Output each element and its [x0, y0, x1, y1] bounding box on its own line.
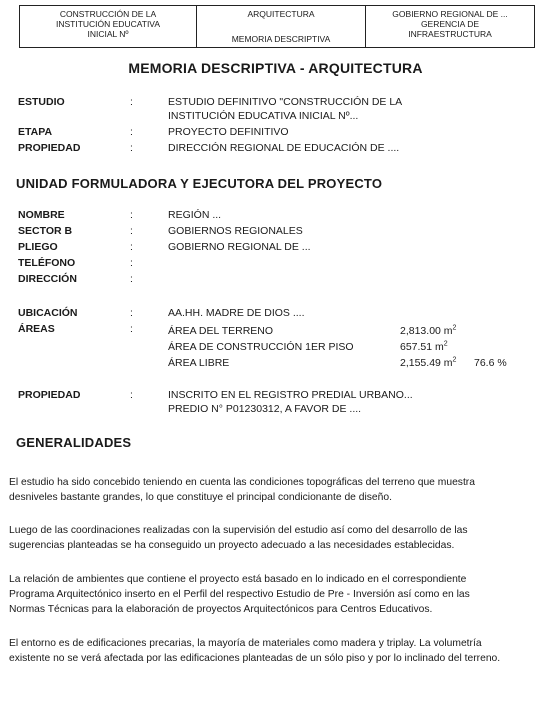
field-separator: : — [130, 307, 133, 319]
field-separator: : — [130, 241, 133, 253]
header-project-line: CONSTRUCCIÓN DE LA — [59, 9, 157, 19]
header-entity-line: GOBIERNO REGIONAL DE ... — [392, 9, 508, 19]
field-value: GOBIERNOS REGIONALES — [168, 225, 303, 237]
area-value-number: 657.51 m — [400, 341, 444, 353]
field-label: ÁREAS — [18, 323, 55, 335]
paragraph-line: Programa Arquitectónico inserto en el Perfil del respectivo Estudio de Pre - Inversión así como en las — [9, 589, 470, 600]
field-label: PROPIEDAD — [18, 389, 81, 401]
field-label: ESTUDIO — [18, 96, 65, 108]
field-label: UBICACIÓN — [18, 307, 78, 319]
field-value — [168, 95, 528, 123]
field-label: NOMBRE — [18, 209, 65, 221]
header-discipline: ARQUITECTURA — [247, 9, 315, 19]
field-value: AA.HH. MADRE DE DIOS .... — [168, 307, 305, 319]
field-value: DIRECCIÓN REGIONAL DE EDUCACIÓN DE .... — [168, 142, 400, 154]
paragraph — [9, 523, 531, 553]
field-label: PROPIEDAD — [18, 142, 81, 154]
area-value — [400, 324, 456, 338]
paragraph-line: sugerencias planteadas se ha conseguido un proyecto adecuado a las necesidades establecidas. — [9, 540, 455, 551]
header-project-line: INICIAL Nº — [87, 29, 129, 39]
section-title-unidad: UNIDAD FORMULADORA Y EJECUTORA DEL PROYECTO — [16, 176, 383, 191]
paragraph-line: existente no se verá afectada por las edificaciones planteadas de un sólo piso y por lo inclinado del terreno. — [9, 653, 501, 664]
paragraph — [9, 572, 531, 617]
area-value-number: 2,155.49 m — [400, 357, 453, 369]
area-name: ÁREA DEL TERRENO — [168, 325, 274, 337]
document-header — [19, 5, 535, 48]
field-separator: : — [130, 323, 133, 335]
field-label: TELÉFONO — [18, 257, 76, 269]
area-unit-exponent: 2 — [452, 356, 457, 364]
area-value — [400, 340, 448, 354]
paragraph-line: desniveles bastante grandes, lo que constituye el principal condicionante de diseño. — [9, 492, 392, 503]
field-value-line: INSTITUCIÓN EDUCATIVA INICIAL Nº... — [168, 110, 359, 122]
field-separator: : — [130, 257, 133, 269]
header-project-cell — [20, 6, 196, 47]
field-value: PROYECTO DEFINITIVO — [168, 126, 289, 138]
paragraph — [9, 636, 531, 666]
area-value-number: 2,813.00 m — [400, 325, 453, 337]
field-separator: : — [130, 209, 133, 221]
header-entity-cell — [365, 6, 534, 47]
header-document-cell — [196, 6, 365, 47]
paragraph-line: Normas Técnicas para la elaboración de proyectos Arquitectónicos para Centros Educativos. — [9, 604, 433, 615]
page-title: MEMORIA DESCRIPTIVA - ARQUITECTURA — [128, 60, 423, 76]
field-label: SECTOR B — [18, 225, 73, 237]
area-unit-exponent: 2 — [452, 324, 457, 332]
header-doc-type: MEMORIA DESCRIPTIVA — [231, 34, 331, 44]
header-entity-line: INFRAESTRUCTURA — [408, 29, 492, 39]
field-separator: : — [130, 225, 133, 237]
field-value-line: INSCRITO EN EL REGISTRO PREDIAL URBANO... — [168, 389, 413, 401]
header-entity-line: GERENCIA DE — [420, 19, 480, 29]
paragraph — [9, 475, 531, 505]
field-separator: : — [130, 389, 133, 401]
field-label: DIRECCIÓN — [18, 273, 77, 285]
field-separator: : — [130, 142, 133, 154]
area-name: ÁREA DE CONSTRUCCIÓN 1ER PISO — [168, 341, 354, 353]
field-value-line: ESTUDIO DEFINITIVO "CONSTRUCCIÓN DE LA — [168, 96, 403, 108]
field-value — [168, 388, 528, 416]
area-value — [400, 356, 456, 370]
field-value-line: PREDIO N° P01230312, A FAVOR DE .... — [168, 403, 362, 415]
area-name: ÁREA LIBRE — [168, 357, 230, 369]
header-project-line: INSTITUCIÓN EDUCATIVA — [55, 19, 161, 29]
field-value: GOBIERNO REGIONAL DE ... — [168, 241, 311, 253]
field-separator: : — [130, 126, 133, 138]
section-title-generalidades: GENERALIDADES — [16, 435, 132, 450]
field-value: REGIÓN ... — [168, 209, 222, 221]
paragraph-line: Luego de las coordinaciones realizadas con la supervisión del estudio así como del desarrollo de las — [9, 525, 468, 536]
field-separator: : — [130, 273, 133, 285]
field-label: PLIEGO — [18, 241, 58, 253]
area-unit-exponent: 2 — [443, 340, 448, 348]
paragraph-line: El estudio ha sido concebido teniendo en cuenta las condiciones topográficas del terreno que muestra — [9, 477, 475, 488]
paragraph-line: El entorno es de edificaciones precarias, la mayoría de materiales como madera y triplay. La volumetría — [9, 638, 482, 649]
paragraph-line: La relación de ambientes que contiene el proyecto está basado en lo indicado en el correspondiente — [9, 574, 467, 585]
field-label: ETAPA — [18, 126, 53, 138]
field-separator: : — [130, 96, 133, 108]
area-percentage: 76.6 % — [474, 357, 507, 369]
